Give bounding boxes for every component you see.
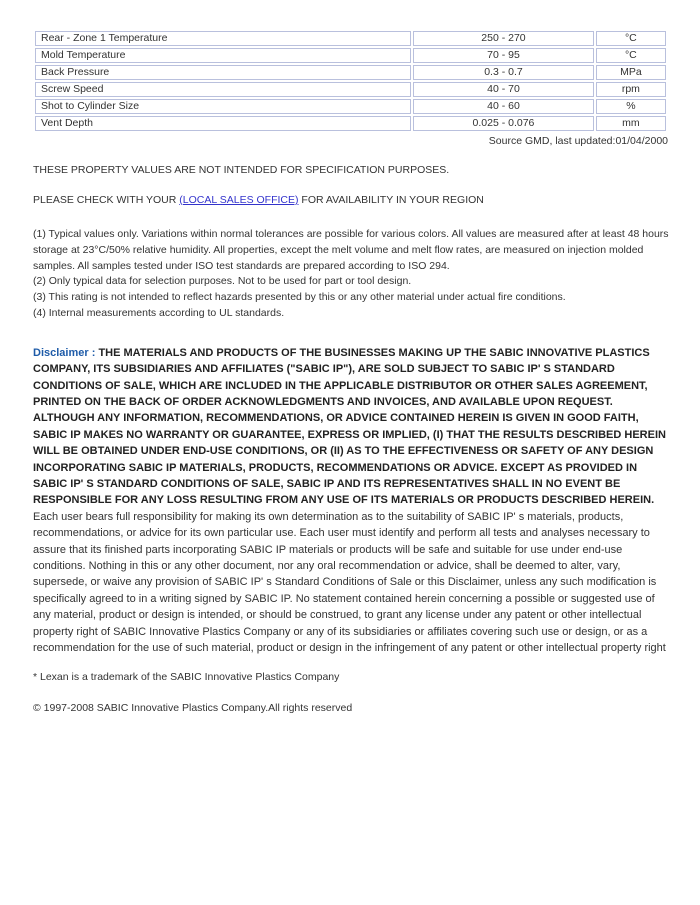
- property-unit-cell: MPa: [596, 65, 666, 80]
- table-row: [35, 82, 666, 97]
- disclaimer-normal-text: Each user bears full responsibility for making its own determination as to the suitability of SABIC IP' s materials, products, recommendations, or advice for its own particular use. Each user must identify and perform all tests and analyses necessary to assure that its finished parts incorporating SABIC IP materials or products will be safe and suitable for use under end-use conditions. Nothing in this or any other document, nor any oral recommendation or advice, shall be deemed to alter, vary, supersede, or waive any provision of SABIC IP' s Standard Conditions of Sale or this Disclaimer, unless any such modification is specifically agreed to in a writing signed by SABIC IP. No statement contained herein concerning a possible or suggested use of any material, product or design is intended, or should be construed, to grant any license under any patent or other intellectual property right of SABIC Innovative Plastics Company or any of its subsidiaries or affiliates covering such use or design, or as a recommendation for the use of such material, product or design in the infringement of any patent or other intellectual property right: [33, 510, 666, 655]
- property-unit-cell: rpm: [596, 82, 666, 97]
- property-name-cell: Shot to Cylinder Size: [35, 99, 411, 114]
- property-value-cell: 250 - 270: [413, 31, 594, 46]
- property-name-cell: Rear - Zone 1 Temperature: [35, 31, 411, 46]
- copyright-note: © 1997-2008 SABIC Innovative Plastics Company.All rights reserved: [33, 701, 353, 714]
- footnotes-block: [33, 227, 671, 322]
- trademark-note: * Lexan is a trademark of the SABIC Innovative Plastics Company: [33, 670, 340, 683]
- property-value-cell: 40 - 60: [413, 99, 594, 114]
- specification-note: THESE PROPERTY VALUES ARE NOT INTENDED FOR SPECIFICATION PURPOSES.: [33, 164, 450, 176]
- source-note: Source GMD, last updated:01/04/2000: [488, 135, 668, 147]
- footnote-4: (4) Internal measurements according to UL standards.: [33, 306, 285, 319]
- property-unit-cell: %: [596, 99, 666, 114]
- availability-line: [33, 194, 668, 206]
- table-row: [35, 65, 666, 80]
- disclaimer-paragraph: [33, 345, 671, 657]
- property-value-cell: 0.025 - 0.076: [413, 116, 594, 131]
- property-value-cell: 40 - 70: [413, 82, 594, 97]
- property-unit-cell: °C: [596, 31, 666, 46]
- table-row: [35, 31, 666, 46]
- availability-suffix: FOR AVAILABILITY IN YOUR REGION: [298, 194, 484, 206]
- availability-prefix: PLEASE CHECK WITH YOUR: [33, 194, 180, 206]
- property-name-cell: Mold Temperature: [35, 48, 411, 63]
- table-row: [35, 99, 666, 114]
- footnote-1: (1) Typical values only. Variations within normal tolerances are possible for various colors. All values are measured after at least 48 hours storage at 23°C/50% relative humidity. All properties, except the melt volume and melt flow rates, are measured on injection molded samples. All samples tested under ISO test standards are prepared according to ISO 294.: [33, 228, 669, 272]
- table-row: [35, 48, 666, 63]
- property-value-cell: 0.3 - 0.7: [413, 65, 594, 80]
- property-unit-cell: mm: [596, 116, 666, 131]
- footnote-3: (3) This rating is not intended to reflect hazards presented by this or any other material under actual fire conditions.: [33, 291, 566, 304]
- local-sales-office-link[interactable]: (LOCAL SALES OFFICE): [179, 194, 299, 206]
- property-value-cell: 70 - 95: [413, 48, 594, 63]
- disclaimer-bold-text: THE MATERIALS AND PRODUCTS OF THE BUSINESSES MAKING UP THE SABIC INNOVATIVE PLASTICS COMPANY, ITS SUBSIDIARIES AND AFFILIATES ("SABIC IP"), ARE SOLD SUBJECT TO SABIC IP' S STANDARD CONDITIONS OF SALE, WHICH ARE INCLUDED IN THE APPLICABLE DISTRIBUTOR OR OTHER SALES AGREEMENT, PRINTED ON THE BACK OF ORDER ACKNOWLEDGMENTS AND INVOICES, AND AVAILABLE UPON REQUEST. ALTHOUGH ANY INFORMATION, RECOMMENDATIONS, OR ADVICE CONTAINED HEREIN IS GIVEN IN GOOD FAITH, SABIC IP MAKES NO WARRANTY OR GUARANTEE, EXPRESS OR IMPLIED, (I) THAT THE RESULTS DESCRIBED HEREIN WILL BE OBTAINED UNDER END-USE CONDITIONS, OR (II) AS TO THE EFFECTIVENESS OR SAFETY OF ANY DESIGN INCORPORATING SABIC IP MATERIALS, PRODUCTS, RECOMMENDATIONS OR ADVICE. EXCEPT AS PROVIDED IN SABIC IP' S STANDARD CONDITIONS OF SALE, SABIC IP AND ITS REPRESENTATIVES SHALL IN NO EVENT BE RESPONSIBLE FOR ANY LOSS RESULTING FROM ANY USE OF ITS MATERIALS OR PRODUCTS DESCRIBED HEREIN.: [33, 346, 666, 507]
- property-unit-cell: °C: [596, 48, 666, 63]
- processing-parameters-table: [33, 29, 668, 133]
- disclaimer-label: Disclaimer :: [33, 346, 96, 359]
- property-name-cell: Back Pressure: [35, 65, 411, 80]
- property-name-cell: Vent Depth: [35, 116, 411, 131]
- footnote-2: (2) Only typical data for selection purposes. Not to be used for part or tool design.: [33, 275, 412, 288]
- table-row: [35, 116, 666, 131]
- property-name-cell: Screw Speed: [35, 82, 411, 97]
